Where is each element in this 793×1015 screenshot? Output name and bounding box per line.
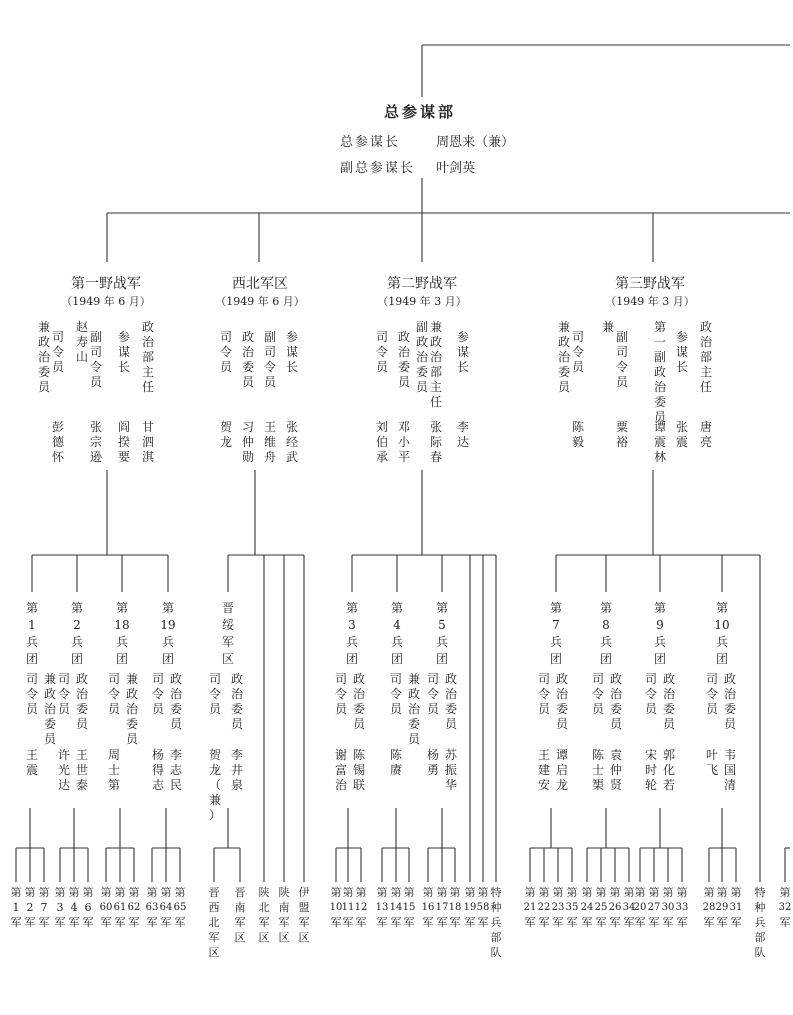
army-leader-name: 唐 亮 [699,420,712,449]
unit-label: 第 7 军 [38,886,50,929]
unit-label: 第 23 军 [551,886,565,929]
corps-leader-role: 政 治 委 员 [555,672,568,731]
corps-leader-role: 司 令 员 [25,672,38,716]
corps-label: 第 1 兵 团 [25,601,38,666]
army-leader-role: 副 司 令 员 [89,330,102,389]
army-2-name: 西北军区 [232,276,288,292]
unit-label: 第 16 军 [421,886,435,929]
unit-label: 伊 盟 军 区 [298,886,310,944]
army-leader-role-extra: 赵 寿 山 [75,320,88,364]
unit-label: 第 28 军 [702,886,716,929]
corps-leader-role: 政 治 委 员 [75,672,88,731]
army-4-date: （1949 年 3 月） [605,295,695,308]
corps-leader-role: 司 令 员 [705,672,718,716]
army-1-name: 第一野战军 [71,276,141,292]
corps-leader-name: 宋 时 轮 [644,748,657,792]
corps-leader-role: 政 治 委 员 [444,672,457,731]
corps-leader-name: 叶 飞 [705,748,718,777]
unit-label: 第 20 军 [633,886,647,929]
unit-label: 第 29 军 [715,886,729,929]
army-leader-name: 陈 毅 [571,420,584,449]
army-leader-role-extra: 兼 政 治 委 员 [37,320,50,394]
unit-label: 第 2 军 [24,886,36,929]
army-leader-role: 司 令 员 [219,330,232,374]
corps-leader-role: 司 令 员 [591,672,604,716]
corps-leader-name: 许 光 达 [57,748,70,792]
army-leader-role: 政 治 委 员 [241,330,254,389]
corps-label: 第 18 兵 团 [114,601,130,666]
unit-label: 第 13 军 [375,886,389,929]
unit-label: 第 18 军 [448,886,462,929]
unit-label: 第 27 军 [647,886,661,929]
corps-leader-role: 政 治 委 员 [723,672,736,731]
unit-label: 第 34 军 [622,886,636,929]
unit-label: 第 21 军 [523,886,537,929]
hq-title: 总参谋部 [383,103,456,121]
army-leader-name: 张 震 [675,420,688,449]
unit-label: 第 24 军 [580,886,594,929]
corps-leader-role: 司 令 员 [389,672,402,716]
unit-label: 第 32 军 [778,886,792,929]
army-leader-name: 李 达 [456,420,469,449]
unit-label: 第 31 军 [729,886,743,929]
army-leader-role: 司 令 员 [375,330,388,374]
corps-leader-name: 李 井 泉 [230,748,243,792]
corps-label: 第 7 兵 团 [549,601,562,666]
corps-leader-name: 王 建 安 [537,748,550,792]
army-leader-name: 王 维 舟 [263,420,276,464]
corps-leader-name: 王 震 [25,748,38,777]
corps-leader-name: 郭 化 若 [662,748,675,792]
unit-label: 第 62 军 [127,886,141,929]
unit-label: 第 63 军 [145,886,159,929]
corps-label: 第 2 兵 团 [70,601,83,666]
army-leader-name: 张 经 武 [285,420,298,464]
army-leader-role-extra: 兼 [601,320,614,334]
unit-label: 第 3 军 [54,886,66,929]
army-leader-role: 政 治 委 员 [397,330,410,389]
corps-leader-name: 谭 启 龙 [555,748,568,792]
corps-leader-name: 杨 勇 [426,748,439,777]
corps-label: 第 8 兵 团 [599,601,612,666]
corps-leader-role: 司 令 员 [57,672,70,716]
army-leader-role: 参 谋 长 [285,330,298,374]
army-leader-role-extra: 副 政 治 委 员 [415,320,428,394]
hq-role: 总参谋长 [340,135,401,150]
unit-label: 特 种 兵 部 队 [754,886,766,959]
unit-label: 第 17 军 [435,886,449,929]
corps-leader-name: 陈 锡 联 [352,748,365,792]
corps-leader-role: 政 治 委 员 [230,672,243,731]
unit-label: 晋 西 北 军 区 [208,886,220,959]
unit-label: 第 33 军 [675,886,689,929]
hq-person: 叶剑英 [436,161,476,176]
corps-leader-name: 王 世 泰 [75,748,88,792]
corps-leader-role: 政 治 委 员 [352,672,365,731]
corps-leader-role: 司 令 员 [107,672,120,716]
corps-label: 第 10 兵 团 [714,601,730,666]
army-leader-role: 第 一 副 政 治 委 员 [653,320,666,424]
unit-label: 第 60 军 [99,886,113,929]
army-leader-name: 彭 德 怀 [51,420,64,464]
corps-leader-role: 司 令 员 [208,672,221,716]
unit-label: 第 4 军 [68,886,80,929]
unit-label: 第 11 军 [341,886,355,929]
corps-leader-name: 韦 国 清 [723,748,736,792]
unit-label: 第 35 军 [565,886,579,929]
unit-label: 晋 南 军 区 [234,886,246,944]
corps-leader-role: 司 令 员 [334,672,347,716]
unit-label: 第 30 军 [661,886,675,929]
army-leader-name: 谭 震 林 [653,420,666,464]
army-4-name: 第三野战军 [615,276,685,292]
unit-label: 第 12 军 [354,886,368,929]
corps-leader-role-cont: 兼 政 治 委 员 [43,672,56,746]
unit-label: 第 14 军 [389,886,403,929]
corps-leader-name: 谢 富 治 [334,748,347,792]
corps-label: 第 4 兵 团 [390,601,403,666]
army-leader-name: 张 际 春 [429,420,442,464]
army-leader-name: 甘 泗 淇 [141,420,154,464]
hq-deputy-chief [340,157,475,176]
unit-label: 第 58 军 [476,886,490,929]
hq-role: 副总参谋长 [340,161,416,176]
corps-leader-role: 司 令 员 [426,672,439,716]
army-leader-name: 贺 龙 [219,420,232,449]
army-leader-role-extra: 兼 政 治 委 员 [557,320,570,394]
army-leader-role: 参 谋 长 [456,330,469,374]
corps-leader-name: 李 志 民 [169,748,182,792]
corps-leader-name: 周 士 第 [107,748,120,792]
army-2-date: （1949 年 6 月） [215,295,305,308]
unit-label: 第 65 军 [173,886,187,929]
army-leader-name: 张 宗 逊 [89,420,102,464]
army-leader-role: 兼 政 治 部 主 任 [429,320,442,409]
unit-label: 第 64 军 [159,886,173,929]
army-leader-role: 司 令 员 [571,330,584,374]
army-leader-role: 副 司 令 员 [263,330,276,389]
corps-label: 第 19 兵 团 [160,601,176,666]
corps-leader-role: 司 令 员 [537,672,550,716]
corps-leader-name: 陈 赓 [389,748,402,777]
corps-leader-name: 杨 得 志 [151,748,164,792]
corps-leader-role: 政 治 委 员 [169,672,182,731]
corps-leader-role: 政 治 委 员 [662,672,675,731]
unit-label: 陕 北 军 区 [258,886,270,944]
army-leader-role: 参 谋 长 [675,330,688,374]
unit-label: 特 种 兵 部 队 [490,886,502,959]
unit-label: 第 10 军 [329,886,343,929]
army-leader-name: 阎 揆 要 [117,420,130,464]
corps-leader-name: 苏 振 华 [444,748,457,792]
corps-leader-name: 陈 士 榘 [591,748,604,792]
unit-label: 陕 南 军 区 [278,886,290,944]
corps-label: 第 3 兵 团 [345,601,358,666]
army-leader-role: 政 治 部 主 任 [699,320,712,394]
army-leader-role: 政 治 部 主 任 [141,320,154,394]
corps-label: 晋 绥 军 区 [221,601,234,666]
corps-leader-role: 司 令 员 [644,672,657,716]
army-leader-name: 习 仲 勋 [241,420,254,464]
army-leader-name: 邓 小 平 [397,420,410,464]
army-leader-role: 副 司 令 员 [615,330,628,389]
corps-label: 第 9 兵 团 [653,601,666,666]
unit-label: 第 22 军 [537,886,551,929]
army-3-name: 第二野战军 [387,276,457,292]
unit-label: 第 19 军 [463,886,477,929]
unit-label: 第 61 军 [113,886,127,929]
corps-leader-role: 政 治 委 员 [609,672,622,731]
unit-label: 第 15 军 [402,886,416,929]
unit-label: 第 1 军 [10,886,22,929]
corps-leader-name: 贺 龙 （ 兼 ） [208,748,221,822]
hq-person: 周恩来（兼） [436,135,515,150]
corps-leader-role-cont: 兼 政 治 委 员 [125,672,138,746]
corps-leader-name: 袁 仲 贤 [609,748,622,792]
army-3-date: （1949 年 3 月） [377,295,467,308]
corps-label: 第 5 兵 团 [435,601,448,666]
hq-chief-of-staff [340,131,514,150]
corps-leader-role-cont: 兼 政 治 委 员 [407,672,420,746]
army-leader-name: 刘 伯 承 [375,420,388,464]
unit-label: 第 6 军 [82,886,94,929]
army-1-date: （1949 年 6 月） [61,295,151,308]
army-leader-name: 粟 裕 [615,420,628,449]
unit-label: 第 26 军 [608,886,622,929]
unit-label: 第 25 军 [594,886,608,929]
corps-leader-role: 司 令 员 [151,672,164,716]
army-leader-role: 司 令 员 [51,330,64,374]
army-leader-role: 参 谋 长 [117,330,130,374]
